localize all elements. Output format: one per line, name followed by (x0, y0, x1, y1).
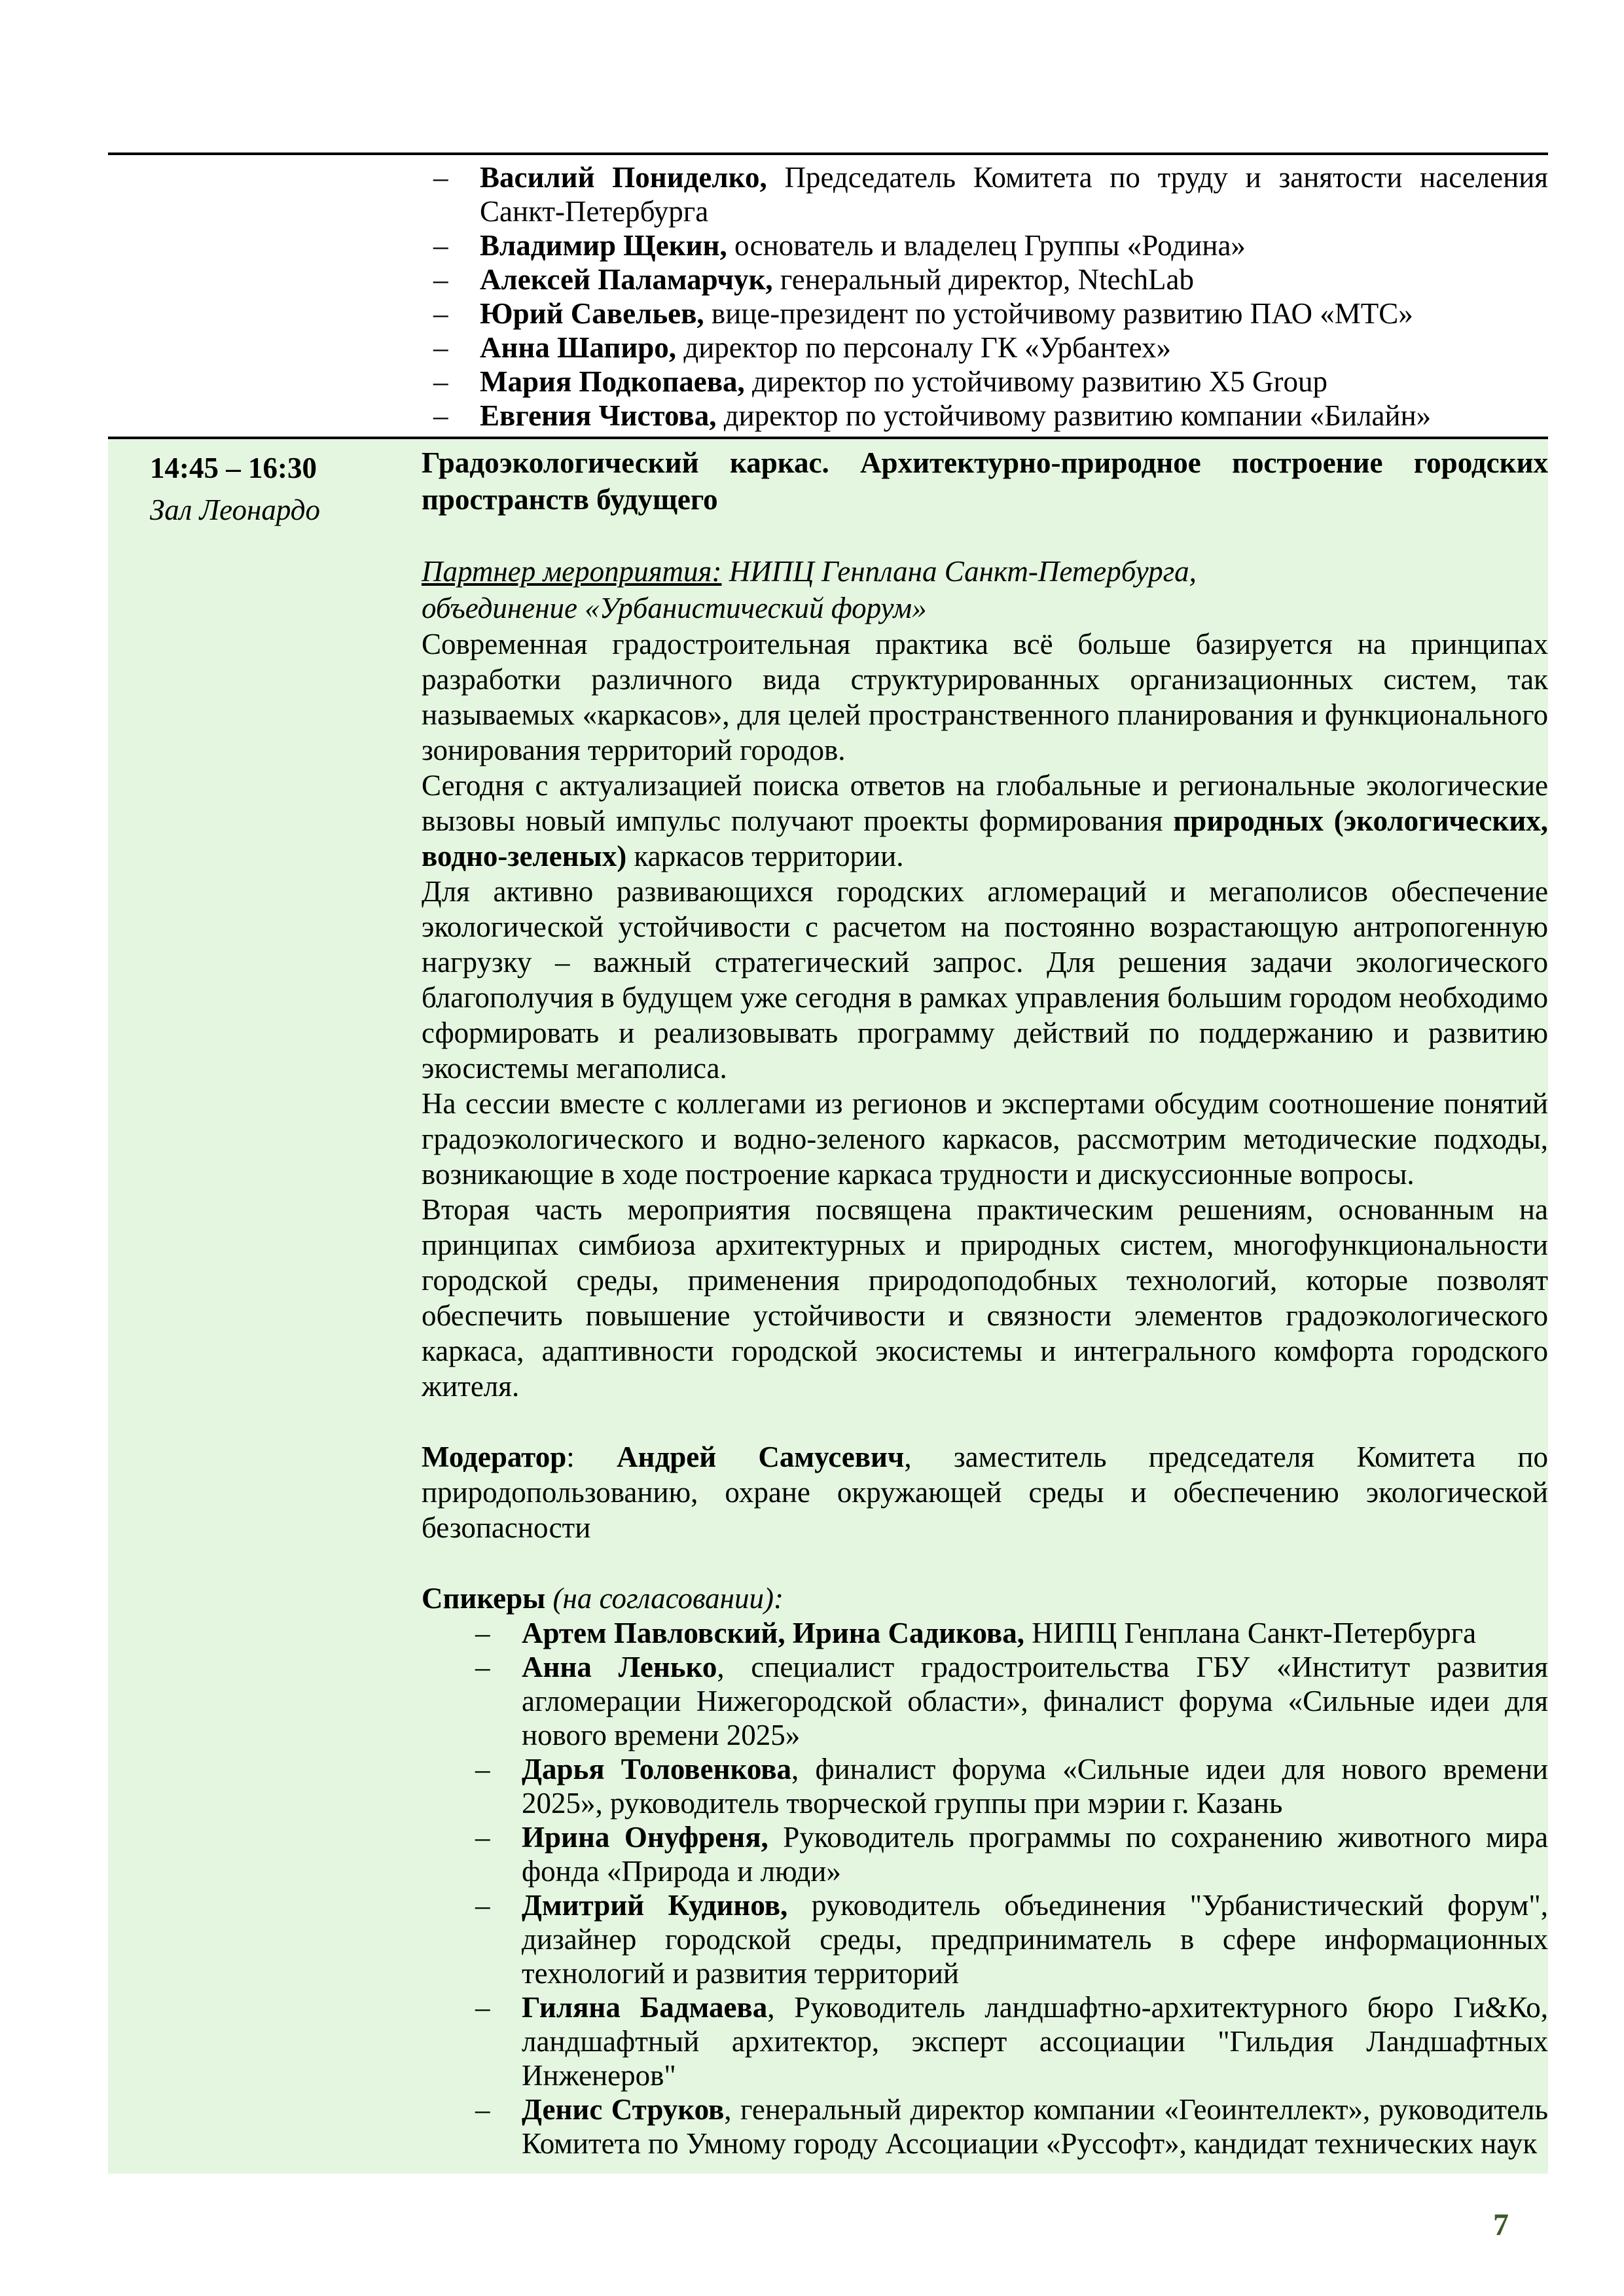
speaker-name: Анна Шапиро, (480, 331, 677, 364)
dash-marker: – (475, 1651, 490, 1683)
session-hall: Зал Леонардо (150, 493, 321, 526)
spacer (422, 518, 1548, 553)
list-item (380, 160, 1548, 228)
speakers-heading: Спикеры (на согласовании): (422, 1582, 784, 1615)
session-row (108, 437, 1548, 2174)
spacer (422, 1545, 1548, 1581)
partner-line (422, 553, 1548, 590)
dash-marker: – (433, 263, 448, 296)
speaker-role: , финалист форума «Сильные идеи для нового времени 2025», руководитель творческой группы при мэрии г. Казань (522, 1753, 1548, 1820)
spacer (422, 1404, 1548, 1439)
partner-label: Партнер мероприятия: (422, 555, 722, 588)
description-paragraph-5: Вторая часть мероприятия посвящена практическим решениям, основанным на принципах симбиоза архитектурных и природных систем, многофункциональности городской среды, применения природоподобных технологий, которые позволят обеспечить повышение устойчивости и связности элементов градоэкологического каркаса, адаптивности городской экосистемы и интегрального комфорта городского жителя. (422, 1193, 1548, 1403)
speaker-name: Дмитрий Кудинов, (522, 1889, 788, 1922)
dash-marker: – (475, 2093, 490, 2126)
session-title: Градоэкологический каркас. Архитектурно-природное построение городских пространств будущего (422, 446, 1548, 516)
list-item (422, 1990, 1548, 2092)
moderator-line: Модератор: Андрей Самусевич, заместитель председателя Комитета по природопользованию, охране окружающей среды и обеспечению экологической безопасности (422, 1441, 1548, 1544)
speaker-role: руководитель объединения "Урбанистический форум", дизайнер городской среды, предприниматель в сфере информационных технологий и развития территорий (522, 1889, 1548, 1990)
description-paragraph-4: На сессии вместе с коллегами из регионов и экспертами обсудим соотношение понятий градоэкологического и водно-зеленого каркасов, рассмотрим методические подходы, возникающие в ходе построение каркаса трудности и дискуссионные вопросы. (422, 1087, 1548, 1191)
dash-marker: – (475, 1617, 490, 1649)
dash-marker: – (433, 365, 448, 398)
speaker-name: Евгения Чистова, (480, 399, 717, 432)
speaker-name: Гиляна Бадмаева (522, 1991, 768, 2024)
dash-marker: – (433, 297, 448, 330)
dash-marker: – (433, 399, 448, 432)
list-item (380, 228, 1548, 262)
prev-session-empty-cell (108, 155, 380, 437)
speaker-role: Председатель Комитета по труду и занятости населения Санкт-Петербурга (480, 161, 1548, 228)
list-item (380, 296, 1548, 331)
speaker-role: генеральный директор, NtechLab (772, 263, 1194, 296)
programme-table (108, 152, 1548, 2174)
dash-marker: – (475, 1889, 490, 1922)
page-top-margin (0, 0, 1624, 152)
partner-line-2: объединение «Урбанистический форум» (422, 592, 927, 624)
speaker-role: Руководитель программы по сохранению животного мира фонда «Природа и люди» (522, 1821, 1548, 1888)
moderator-name: Андрей Самусевич (617, 1441, 905, 1473)
speaker-role: , Руководитель ландшафтно-архитектурного бюро Ги&Ко, ландшафтный архитектор, эксперт ассоциации "Гильдия Ландшафтных Инженеров" (522, 1991, 1548, 2092)
dash-marker: – (475, 1821, 490, 1854)
dash-marker: – (475, 1991, 490, 2024)
partner-value: НИПЦ Генплана Санкт-Петербурга, (721, 555, 1197, 588)
prev-session-speakers-list (380, 160, 1548, 433)
speaker-name: Василий Пониделко, (480, 161, 767, 194)
speaker-role: директор по устойчивому развитию компании «Билайн» (716, 399, 1432, 432)
list-item (422, 1888, 1548, 1990)
speaker-name: Денис Струков (522, 2093, 725, 2126)
session-time-cell (108, 439, 422, 2174)
speaker-role: , генеральный директор компании «Геоинтеллект», руководитель Комитета по Умному городу Ассоциации «Руссофт», кандидат технических наук (522, 2093, 1548, 2160)
dash-marker: – (433, 331, 448, 364)
session-speakers-list (422, 1616, 1548, 2161)
speaker-role: вице-президент по устойчивому развитию ПАО «МТС» (704, 297, 1413, 330)
speaker-name: Анна Ленько (522, 1651, 717, 1683)
list-item (380, 262, 1548, 296)
moderator-role: , заместитель председателя Комитета по природопользованию, охране окружающей среды и обеспечению экологической безопасности (422, 1441, 1548, 1544)
description-paragraph-1: Современная градостроительная практика всё больше базируется на принципах разработки различного вида структурированных организационных систем, так называемых «каркасов», для целей пространственного планирования и функционального зонирования территорий городов. (422, 628, 1548, 766)
list-item (422, 2092, 1548, 2161)
speaker-name: Мария Подкопаева, (480, 365, 745, 398)
speaker-role: директор по персоналу ГК «Урбантех» (676, 331, 1172, 364)
list-item (380, 365, 1548, 399)
description-paragraph-2: Сегодня с актуализацией поиска ответов на глобальные и региональные экологические вызовы новый импульс получают проекты формирования природных (экологических, водно-зеленых) каркасов территории. (422, 769, 1549, 872)
dash-marker: – (433, 229, 448, 262)
speaker-role: , специалист градостроительства ГБУ «Институт развития агломерации Нижегородской области», финалист форума «Сильные идеи для нового времени 2025» (522, 1651, 1548, 1751)
speaker-role: НИПЦ Генплана Санкт-Петербурга (1024, 1617, 1477, 1649)
list-item (422, 1650, 1548, 1752)
moderator-label: Модератор (422, 1441, 567, 1473)
prev-session-speakers-row (108, 152, 1548, 437)
description-paragraph-3: Для активно развивающихся городских агломераций и мегаполисов обеспечение экологической устойчивости с расчетом на постоянно возрастающую антропогенную нагрузку – важный стратегический запрос. Для решения задачи экологического благополучия в будущем уже сегодня в рамках управления большим городом необходимо сформировать и реализовывать программу действий по поддержанию и развитию экосистемы мегаполиса. (422, 875, 1548, 1085)
list-item (422, 1820, 1548, 1888)
speaker-role: основатель и владелец Группы «Родина» (727, 229, 1246, 262)
page-number: 7 (1493, 2208, 1509, 2242)
dash-marker: – (433, 161, 448, 194)
bold-phrase: природных (экологических, водно-зеленых) (422, 804, 1549, 872)
speaker-name: Алексей Паламарчук, (480, 263, 773, 296)
speaker-name: Дарья Толовенкова (522, 1753, 792, 1785)
speaker-name: Ирина Онуфреня, (522, 1821, 768, 1854)
list-item (380, 331, 1548, 365)
list-item (422, 1752, 1548, 1820)
speaker-name: Владимир Щекин, (480, 229, 727, 262)
session-time: 14:45 – 16:30 (150, 452, 317, 484)
dash-marker: – (475, 1753, 490, 1785)
list-item (422, 1616, 1548, 1650)
speaker-name: Артем Павловский, Ирина Садикова, (522, 1617, 1024, 1649)
list-item (380, 399, 1548, 433)
session-content-cell (422, 439, 1548, 2174)
speaker-role: директор по устойчивому развитию X5 Group (744, 365, 1327, 398)
prev-session-speakers-cell (380, 155, 1548, 437)
speaker-name: Юрий Савельев, (480, 297, 704, 330)
